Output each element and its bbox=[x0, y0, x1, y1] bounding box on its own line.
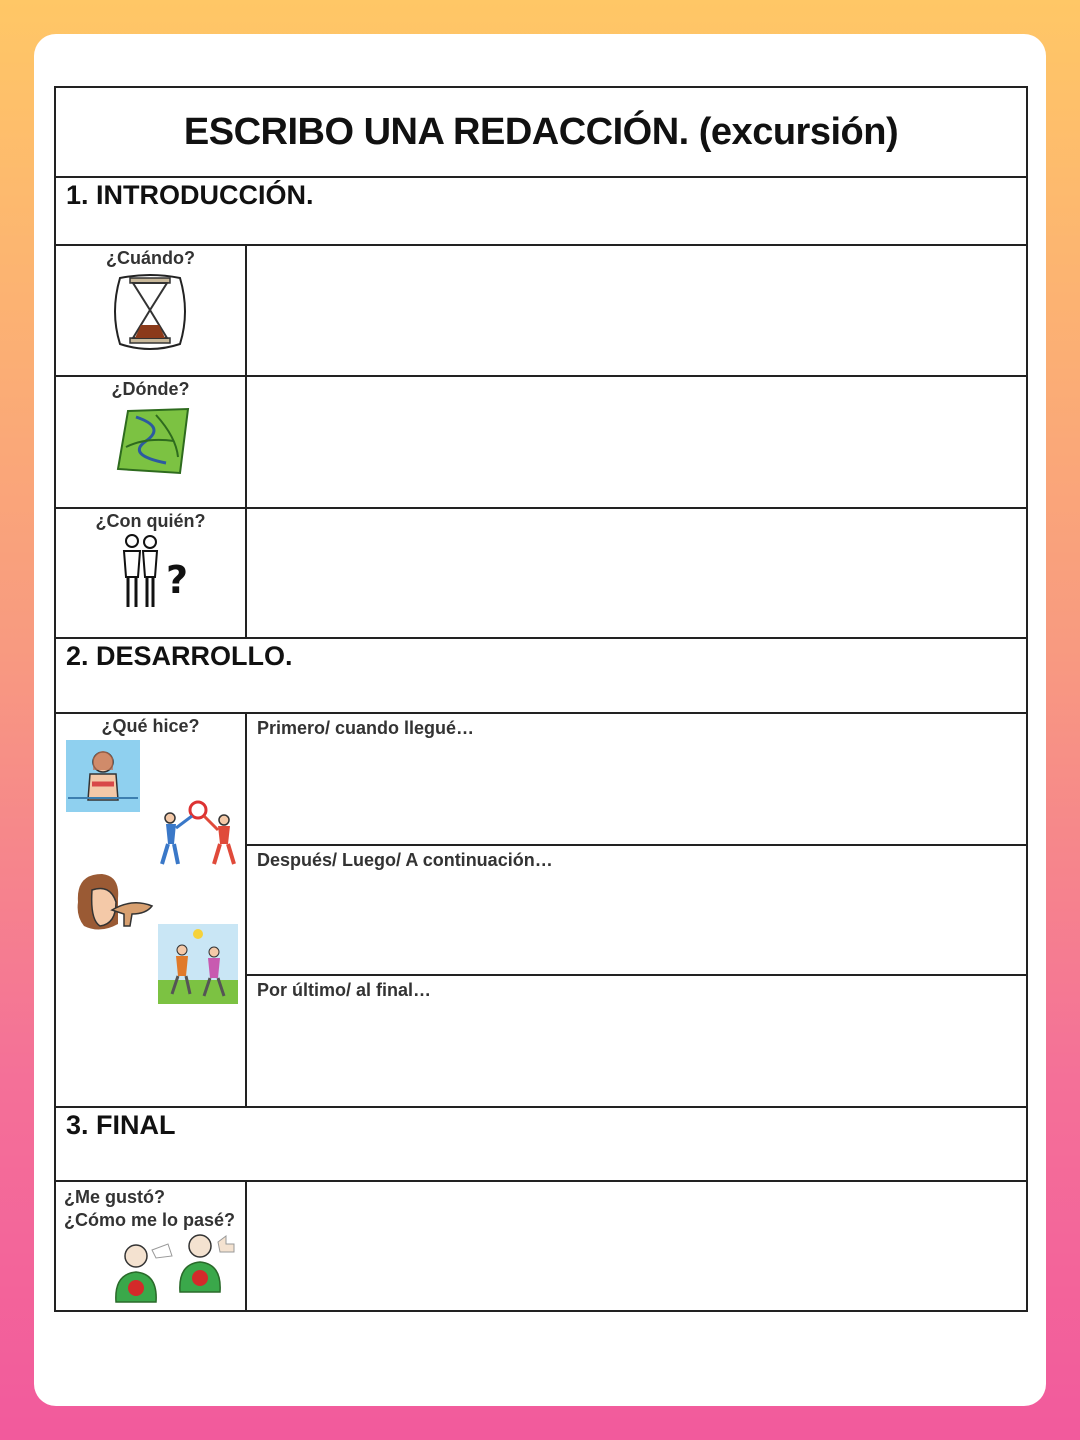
svg-text:?: ? bbox=[166, 558, 189, 602]
worksheet-table bbox=[54, 86, 1028, 1312]
development-section-row bbox=[56, 639, 1026, 714]
map-icon bbox=[116, 407, 192, 477]
like-icon bbox=[110, 1240, 176, 1306]
page-title: ESCRIBO UNA REDACCIÓN. (excursión) bbox=[183, 110, 899, 153]
then-prompt-cell bbox=[247, 846, 1026, 976]
where-row bbox=[56, 377, 1026, 509]
with-whom-label: ¿Con quién? bbox=[95, 511, 206, 531]
dislike-icon bbox=[174, 1230, 240, 1296]
what-did-label: ¿Qué hice? bbox=[101, 716, 200, 736]
title-row bbox=[56, 88, 1026, 178]
when-row bbox=[56, 246, 1026, 377]
playing-ball-icon bbox=[156, 800, 240, 868]
first-prompt: Primero/ cuando llegué… bbox=[257, 718, 475, 738]
then-prompt: Después/ Luego/ A continuación… bbox=[257, 850, 553, 870]
opinion-row bbox=[56, 1182, 1026, 1312]
hourglass-icon bbox=[108, 272, 192, 352]
development-heading: 2. DESARROLLO. bbox=[66, 641, 293, 671]
final-heading: 3. FINAL bbox=[66, 1110, 176, 1140]
first-prompt-cell bbox=[247, 714, 1026, 846]
opinion-cell bbox=[56, 1182, 247, 1312]
final-section-row bbox=[56, 1108, 1026, 1182]
opinion-question-line2: ¿Cómo me lo pasé? bbox=[64, 1210, 236, 1230]
swimming-icon bbox=[66, 740, 140, 812]
with-whom-cell bbox=[56, 509, 247, 637]
with-whom-row bbox=[56, 509, 1026, 639]
opinion-question-line1: ¿Me gustó? bbox=[64, 1187, 165, 1207]
where-cell bbox=[56, 377, 247, 507]
opinion-question bbox=[64, 1186, 238, 1232]
what-did-row bbox=[56, 714, 1026, 1108]
hiking-icon bbox=[158, 924, 238, 1004]
last-prompt: Por último/ al final… bbox=[257, 980, 432, 1000]
eating-icon bbox=[70, 868, 158, 940]
intro-heading: 1. INTRODUCCIÓN. bbox=[66, 180, 314, 210]
intro-section-row bbox=[56, 178, 1026, 246]
people-question-icon bbox=[114, 533, 194, 611]
when-label: ¿Cuándo? bbox=[106, 248, 195, 268]
where-label: ¿Dónde? bbox=[111, 379, 190, 399]
last-prompt-cell bbox=[247, 976, 1026, 1108]
when-cell bbox=[56, 246, 247, 375]
what-did-cell bbox=[56, 714, 247, 1106]
